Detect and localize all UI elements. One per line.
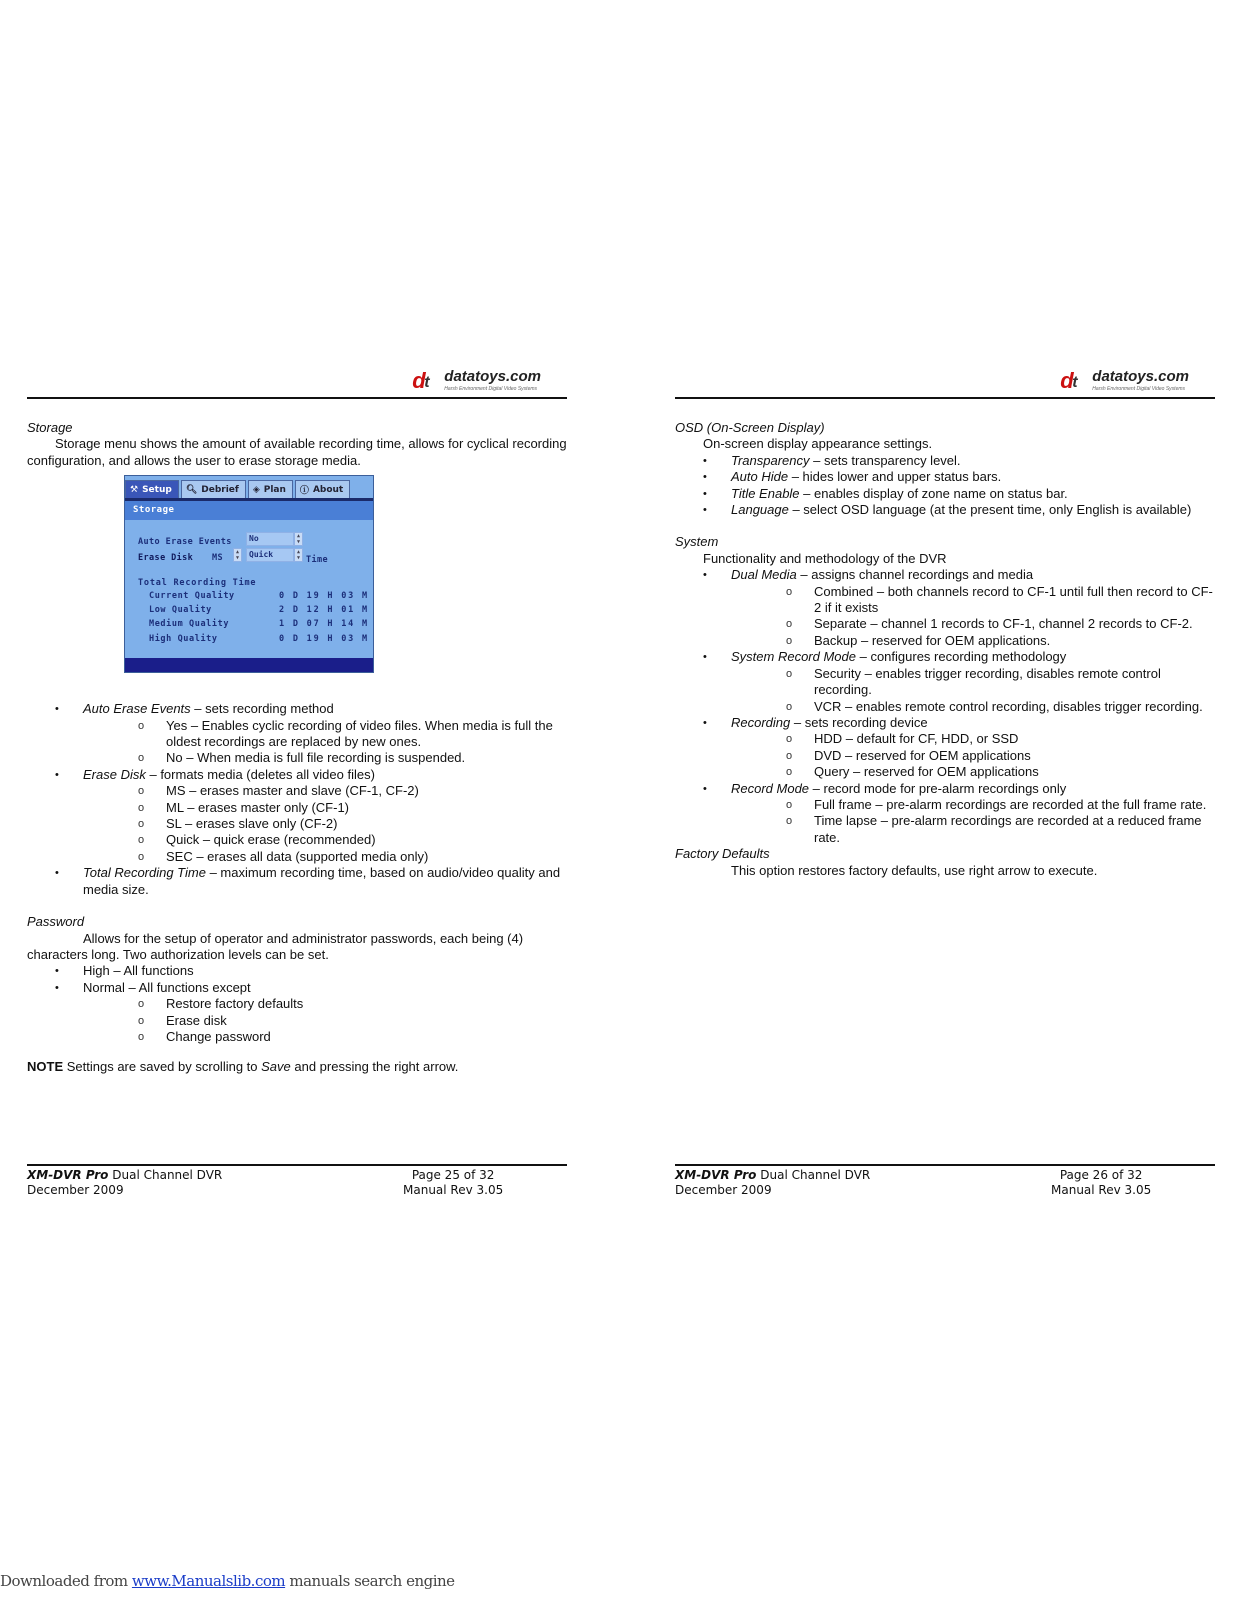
time-label: Time: [306, 555, 329, 566]
page-number: Page 26 of 32: [1059, 1168, 1143, 1182]
page-26: [675, 360, 1215, 1230]
list-item: • High – All functions: [27, 963, 567, 979]
list-item: o DVD – reserved for OEM applications: [731, 748, 1215, 764]
logo-tagline: Harsh Environment Digital Video Systems: [1092, 386, 1186, 392]
system-heading: System: [675, 534, 719, 550]
list-item: o Erase disk: [83, 1013, 567, 1029]
list-item: • Transparency – sets transparency level.: [675, 453, 1215, 469]
note-paragraph: NOTE Settings are saved by scrolling to Save and pressing the right arrow.: [27, 1059, 459, 1075]
list-item: o Quick – quick erase (recommended): [83, 832, 567, 848]
dt-logo-icon: d t: [412, 368, 430, 393]
menu-body: [125, 520, 373, 658]
current-quality-label: Current Quality: [149, 591, 235, 602]
factory-defaults-text: This option restores factory defaults, use right arrow to execute.: [731, 862, 1098, 878]
list-item: • Title Enable – enables display of zone name on status bar.: [675, 486, 1215, 502]
logo-text: datatoys.com: [1092, 368, 1189, 385]
page-25: [27, 360, 567, 1230]
footer-rule: [675, 1164, 1215, 1166]
list-item: • Record Mode – record mode for pre-alarm recordings only o Full frame – pre-alarm recordings are recorded at the full frame rate. o Time lapse – pre-alarm recordings are recorded at a reduced frame rate.: [675, 781, 1215, 847]
list-item: o Time lapse – pre-alarm recordings are recorded at a reduced frame rate.: [731, 813, 1215, 846]
footer-date: December 2009: [27, 1183, 124, 1197]
list-item: o HDD – default for CF, HDD, or SSD: [731, 731, 1215, 747]
dt-logo-icon: d t: [1060, 368, 1078, 393]
list-item: • Recording – sets recording device o HDD – default for CF, HDD, or SSD o DVD – reserved for OEM applications o Query – reserved for OEM applications: [675, 715, 1215, 781]
storage-options-list: [27, 701, 567, 898]
total-recording-label: Total Recording Time: [138, 578, 257, 589]
password-intro: Allows for the setup of operator and administrator passwords, each being (4) characters long. Two authorization levels can be set.: [27, 930, 524, 962]
page-content: [27, 420, 567, 1076]
high-quality-label: High Quality: [149, 634, 218, 645]
system-intro: Functionality and methodology of the DVR: [703, 550, 947, 566]
list-item: o MS – erases master and slave (CF-1, CF-2): [83, 783, 567, 799]
password-heading: Password: [27, 914, 85, 930]
medium-quality-value: 1 D 07 H 14 M: [279, 619, 369, 630]
menu-tabs: [125, 476, 373, 501]
list-item: • Auto Erase Events – sets recording method o Yes – Enables cyclic recording of video files. When media is full the oldest recordings are replaced by new ones. o No – When media is full file recording is suspended.: [27, 701, 567, 767]
datatoys-logo: [1060, 368, 1189, 392]
tab-setup: ⚒ Setup: [125, 480, 179, 498]
list-item: o Yes – Enables cyclic recording of video files. When media is full the oldest recordings are replaced by new ones.: [83, 718, 567, 751]
storage-heading: Storage: [27, 420, 73, 435]
manualslib-link[interactable]: www.Manualslib.com: [131, 1572, 286, 1590]
menu-title: Storage: [125, 501, 373, 520]
header-rule: [675, 397, 1215, 399]
list-item: o Separate – channel 1 records to CF-1, channel 2 records to CF-2.: [731, 616, 1215, 632]
list-item: o Backup – reserved for OEM applications.: [731, 633, 1215, 649]
info-icon: ⓘ: [299, 486, 309, 497]
footer-right: [403, 1168, 503, 1198]
list-item: • Dual Media – assigns channel recordings and media o Combined – both channels record to CF-1 until full then record to CF-2 if it exists o Separate – channel 1 records to CF-1, channel 2 records to CF-2. o Backup – reserved for OEM applications.: [675, 567, 1215, 649]
menu-footer-bar: [125, 658, 373, 672]
list-item: • System Record Mode – configures recording methodology o Security – enables trigger recording, disables remote control recording. o VCR – enables remote control recording, disables trigger recording.: [675, 649, 1215, 715]
password-levels-list: [27, 963, 567, 1045]
footer-left: XM-DVR Pro Dual Channel DVR December 2009: [27, 1168, 223, 1197]
page-number: Page 25 of 32: [411, 1168, 495, 1182]
current-quality-value: 0 D 19 H 03 M: [279, 591, 369, 602]
auto-erase-spinner-icon: ▲ ▼: [294, 532, 303, 546]
list-item: • Normal – All functions except o Restore factory defaults o Erase disk o Change password: [27, 980, 567, 1046]
manual-rev: Manual Rev 3.05: [403, 1183, 504, 1197]
footer-right: [1051, 1168, 1151, 1198]
erase-disk-label: Erase Disk: [138, 553, 194, 564]
header-rule: [27, 397, 567, 399]
plan-icon: ◈: [252, 484, 260, 495]
osd-options-list: [675, 453, 1215, 519]
list-item: o SL – erases slave only (CF-2): [83, 816, 567, 832]
manual-rev: Manual Rev 3.05: [1051, 1183, 1152, 1197]
footer-left: XM-DVR Pro Dual Channel DVR December 2009: [675, 1168, 871, 1197]
list-item: • Total Recording Time – maximum recording time, based on audio/video quality and media size.: [27, 865, 567, 898]
tab-debrief: 🔍︎ Debrief: [181, 480, 246, 498]
storage-intro: Storage menu shows the amount of available recording time, allows for cyclical recording configuration, and allows the user to erase storage media.: [27, 436, 567, 468]
erase-mode-value: Quick: [246, 548, 294, 562]
product-name: XM-DVR Pro: [27, 1168, 109, 1182]
list-item: o SEC – erases all data (supported media only): [83, 849, 567, 865]
auto-erase-value: No: [246, 532, 294, 546]
osd-intro: On-screen display appearance settings.: [703, 436, 933, 452]
list-item: • Language – select OSD language (at the present time, only English is available): [675, 502, 1215, 518]
osd-heading: OSD (On-Screen Display): [675, 420, 825, 435]
erase-disk-value: MS: [212, 553, 224, 564]
logo-tagline: Harsh Environment Digital Video Systems: [444, 386, 538, 392]
list-item: o VCR – enables remote control recording, disables trigger recording.: [731, 699, 1215, 715]
list-item: o Change password: [83, 1029, 567, 1045]
medium-quality-label: Medium Quality: [149, 619, 230, 630]
footer-rule: [27, 1164, 567, 1166]
tab-plan: ◈ Plan: [248, 480, 293, 498]
erase-mode-spinner-icon: ▲ ▼: [294, 548, 303, 562]
list-item: o Security – enables trigger recording, disables remote control recording.: [731, 666, 1215, 699]
setup-tools-icon: ⚒: [130, 484, 139, 495]
list-item: o No – When media is full file recording is suspended.: [83, 750, 567, 766]
datatoys-logo: [412, 368, 541, 392]
low-quality-value: 2 D 12 H 01 M: [279, 605, 369, 616]
logo-text: datatoys.com: [444, 368, 541, 385]
tab-about: ⓘ About: [295, 480, 350, 498]
page-content: [675, 420, 1215, 879]
auto-erase-label: Auto Erase Events: [138, 537, 232, 548]
factory-defaults-heading: Factory Defaults: [675, 846, 770, 862]
system-options-list: [675, 567, 1215, 846]
product-name: XM-DVR Pro: [675, 1168, 757, 1182]
storage-menu-screenshot: [124, 475, 374, 673]
magnifier-icon: 🔍︎: [185, 484, 198, 495]
list-item: o Query – reserved for OEM applications: [731, 764, 1215, 780]
list-item: • Erase Disk – formats media (deletes all video files) o MS – erases master and slave (CF-1, CF-2) o ML – erases master only (CF-1) o SL – erases slave only (CF-2) o Quick – quick erase (recommended) o SEC – erases all data (supported media only): [27, 767, 567, 865]
list-item: o Restore factory defaults: [83, 996, 567, 1012]
list-item: • Auto Hide – hides lower and upper status bars.: [675, 469, 1215, 485]
download-banner: Downloaded from www.Manualslib.com manuals search engine: [0, 1572, 455, 1590]
footer-date: December 2009: [675, 1183, 772, 1197]
erase-disk-spinner-icon: ▲ ▼: [233, 548, 242, 562]
list-item: o ML – erases master only (CF-1): [83, 800, 567, 816]
list-item: o Full frame – pre-alarm recordings are recorded at the full frame rate.: [731, 797, 1215, 813]
low-quality-label: Low Quality: [149, 605, 212, 616]
high-quality-value: 0 D 19 H 03 M: [279, 634, 369, 645]
list-item: o Combined – both channels record to CF-1 until full then record to CF-2 if it exists: [731, 584, 1215, 617]
